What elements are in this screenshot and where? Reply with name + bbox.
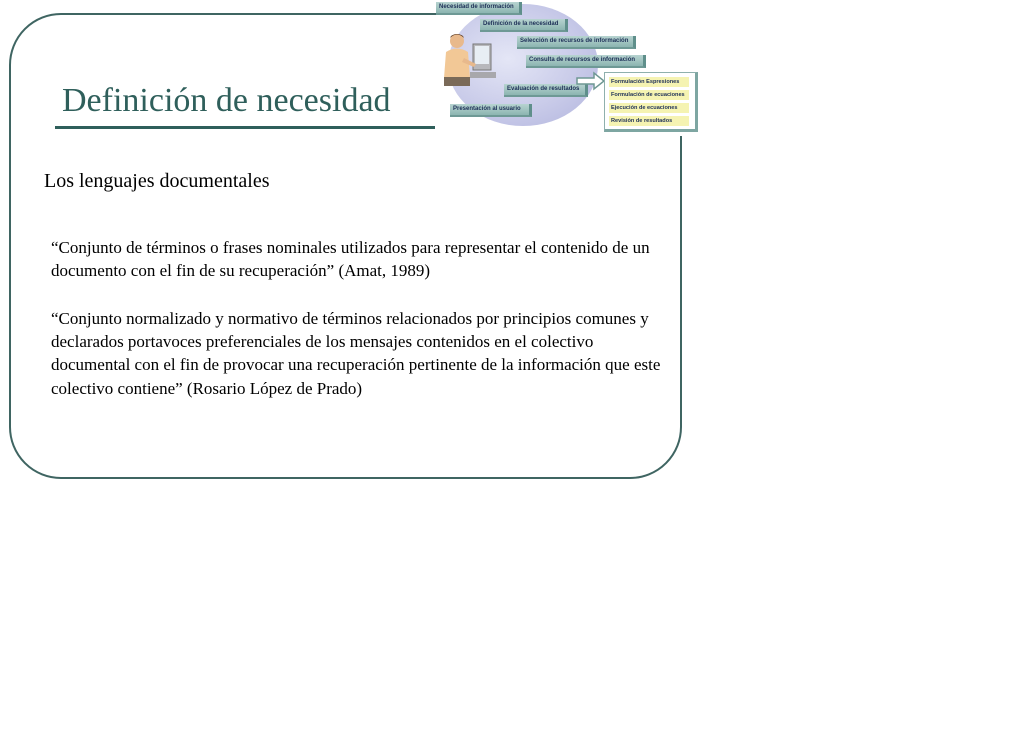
substep-formulate-equations: Formulación de ecuaciones — [609, 90, 689, 100]
slide-title: Definición de necesidad — [62, 82, 391, 119]
step-consult-resources: Consulta de recursos de información — [526, 55, 646, 68]
substep-execute-equations: Ejecución de ecuaciones — [609, 103, 689, 113]
substeps-panel — [604, 72, 698, 132]
definition-quote-lopez-de-prado: “Conjunto normalizado y normativo de términos relacionados por principios comunes y declarados portavoces preferenciales de los mensajes contenidos en el colectivo documental con el fin de provocar una recuperación pertinente de la información que este colectivo contiene” (Rosario López de Prado) — [51, 309, 661, 398]
process-diagram — [436, 0, 698, 134]
substep-formulate-expressions: Formulación Espresiones — [609, 77, 689, 87]
title-underline — [55, 126, 435, 129]
section-heading: Los lenguajes documentales — [44, 170, 270, 192]
person-at-computer-icon — [440, 30, 498, 88]
step-present-to-user: Presentación al usuario — [450, 104, 532, 117]
definition-quote-amat: “Conjunto de términos o frases nominales utilizados para representar el contenido de un documento con el fin de su recuperación” (Amat, 1989) — [51, 238, 650, 281]
step-define-need: Definición de la necesidad — [480, 19, 568, 32]
substep-review-results: Revisión de resultados — [609, 116, 689, 126]
arrow-right-icon — [576, 71, 606, 91]
step-evaluate-results: Evaluación de resultados — [504, 84, 588, 97]
step-select-resources: Selección de recursos de información — [517, 36, 636, 49]
step-need-information: Necesidad de información — [436, 2, 522, 15]
